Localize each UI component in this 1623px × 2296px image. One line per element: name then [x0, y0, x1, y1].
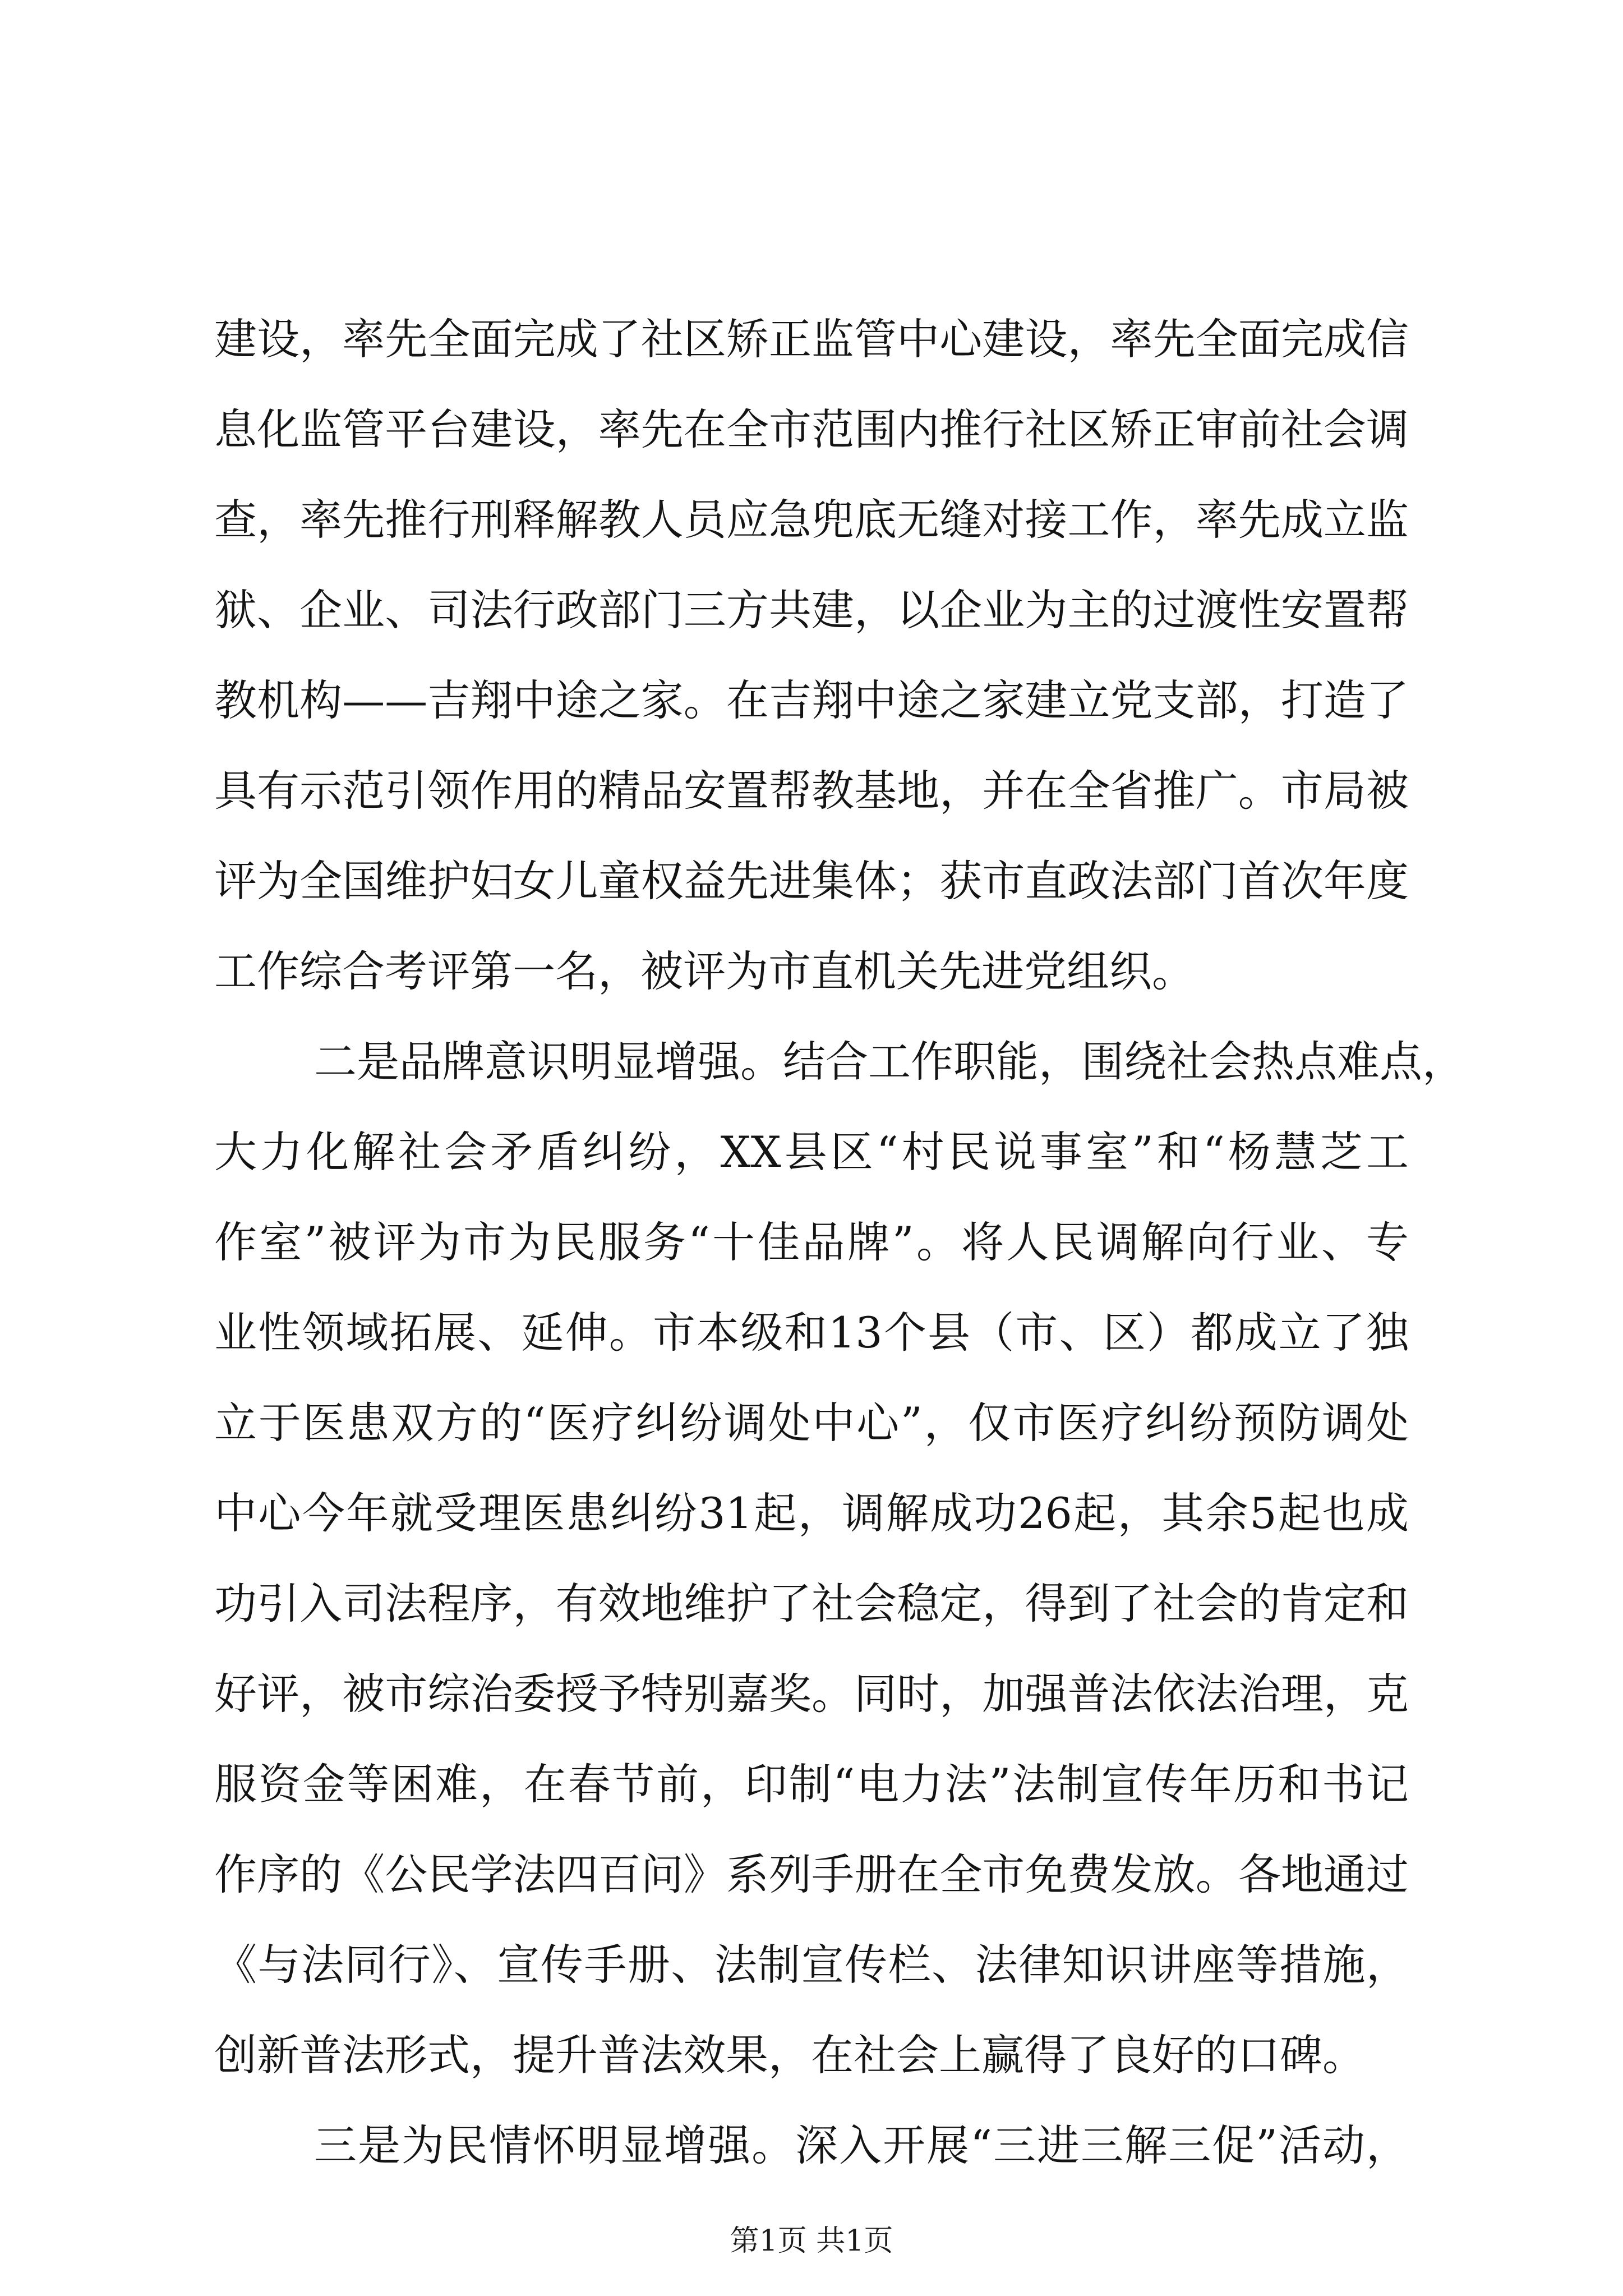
- text-line: 创新普法形式，提升普法效果，在社会上赢得了良好的口碑。: [214, 2030, 1365, 2080]
- text-line: 教机构——吉翔中途之家。在吉翔中途之家建立党支部，打造了: [214, 675, 1409, 725]
- text-line: 工作综合考评第一名，被评为市直机关先进党组织。: [214, 946, 1195, 996]
- text-line: 服资金等困难，在春节前，印制“电力法”法制宣传年历和书记: [214, 1759, 1409, 1809]
- text-line: 立于医患双方的“医疗纠纷调处中心”，仅市医疗纠纷预防调处: [214, 1398, 1409, 1448]
- page-footer: 第1页 共1页: [730, 2224, 893, 2258]
- text-line: 好评，被市综治委授予特别嘉奖。同时，加强普法依法治理，克: [214, 1669, 1409, 1719]
- text-line: 建设，率先全面完成了社区矫正监管中心建设，率先全面完成信: [214, 314, 1409, 364]
- text-line: 中心今年就受理医患纠纷31起，调解成功26起，其余5起也成: [214, 1488, 1409, 1538]
- text-line: 功引入司法程序，有效地维护了社会稳定，得到了社会的肯定和: [214, 1579, 1409, 1628]
- paragraph-first-line: 三是为民情怀明显增强。深入开展“三进三解三促”活动，: [314, 2120, 1409, 2170]
- text-line: 息化监管平台建设，率先在全市范围内推行社区矫正审前社会调: [214, 404, 1409, 454]
- text-line: 查，率先推行刑释解教人员应急兜底无缝对接工作，率先成立监: [214, 495, 1409, 545]
- text-line: 业性领域拓展、延伸。市本级和13个县（市、区）都成立了独: [214, 1308, 1409, 1358]
- text-line: 狱、企业、司法行政部门三方共建，以企业为主的过渡性安置帮: [214, 585, 1409, 635]
- text-line: 评为全国维护妇女儿童权益先进集体；获市直政法部门首次年度: [214, 856, 1409, 906]
- text-line: 大力化解社会矛盾纠纷，XX县区“村民说事室”和“杨慧芝工: [214, 1127, 1409, 1177]
- text-line: 作室”被评为市为民服务“十佳品牌”。将人民调解向行业、专: [214, 1217, 1409, 1267]
- text-line: 《与法同行》、宣传手册、法制宣传栏、法律知识讲座等措施，: [214, 1940, 1409, 1990]
- text-line: 具有示范引领作用的精品安置帮教基地，并在全省推广。市局被: [214, 766, 1409, 816]
- paragraph-first-line: 二是品牌意识明显增强。结合工作职能，围绕社会热点难点，: [314, 1037, 1465, 1087]
- text-line: 作序的《公民学法四百问》系列手册在全市免费发放。各地通过: [214, 1849, 1409, 1899]
